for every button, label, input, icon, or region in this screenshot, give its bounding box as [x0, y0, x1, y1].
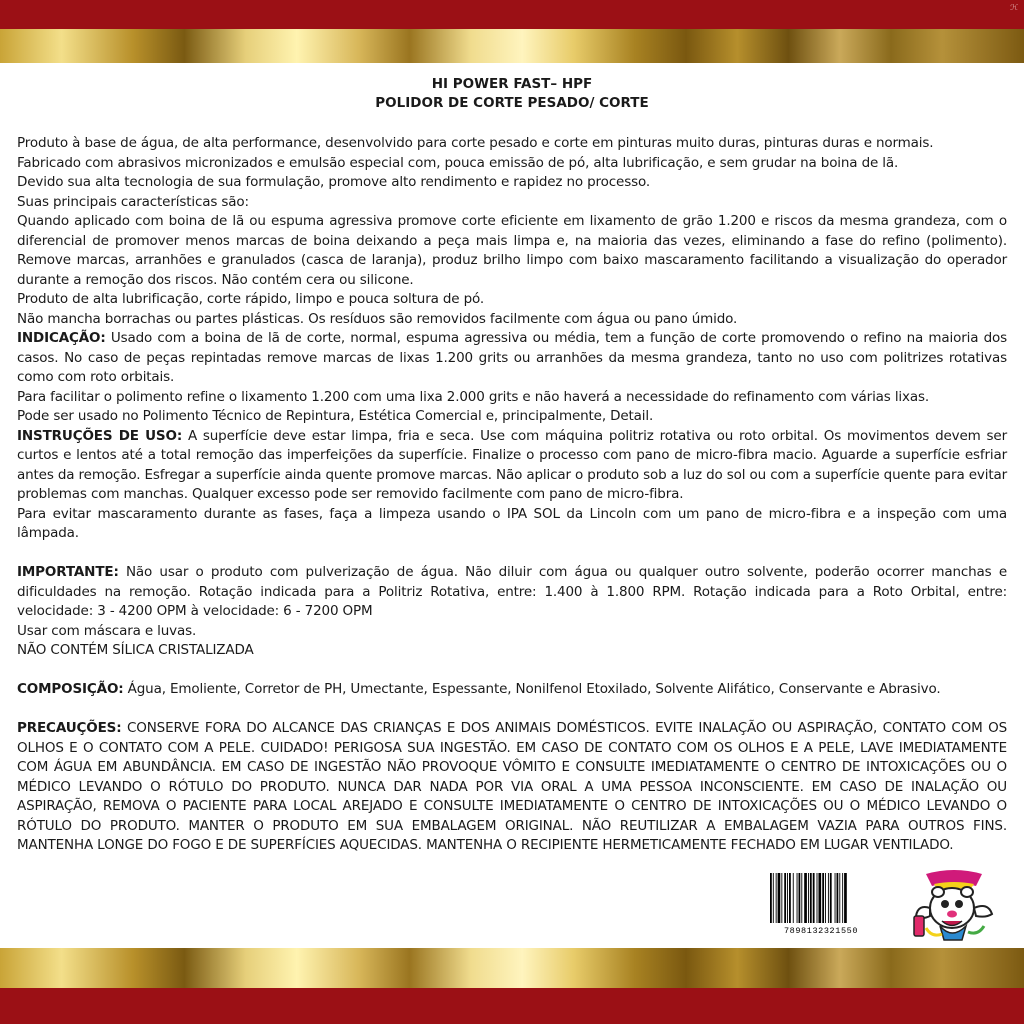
barcode-bar — [810, 873, 812, 923]
mascot-logo — [912, 868, 996, 942]
precaucoes-label: PRECAUÇÕES: — [17, 720, 122, 736]
paragraph-masking: Para evitar mascaramento durante as fases, faça a limpeza usando o IPA SOL da Lincoln com um pano de micro-fibra e a inspeção com uma lâmpada. — [17, 505, 1007, 541]
barcode-bar — [799, 873, 801, 923]
product-subtitle: POLIDOR DE CORTE PESADO/ CORTE — [375, 94, 649, 111]
barcode — [764, 871, 878, 935]
section-instrucoes — [17, 427, 1007, 505]
importante-text: Não usar o produto com pulverização de água. Não diluir com água ou qualquer outro solvente, poderão ocorrer manchas e dificuldades na remoção. Rotação indicada para a Politriz Rotativa, entre: 1.400 à 1.800 RPM. Rotação indicada para a Roto Orbital, entre: velocidade: 3 - 4200 OPM à velocidade: 6 - 7200 OPM — [17, 564, 1007, 619]
barcode-bar — [784, 873, 786, 923]
top-red-band — [0, 0, 1024, 29]
barcode-bar — [808, 873, 809, 923]
bottom-red-band — [0, 988, 1024, 1024]
section-composicao — [17, 680, 1007, 700]
paragraph-features-heading: Suas principais características são: — [17, 193, 249, 210]
barcode-bar — [773, 873, 774, 923]
precaucoes-text: CONSERVE FORA DO ALCANCE DAS CRIANÇAS E DOS ANIMAIS DOMÉSTICOS. EVITE INALAÇÃO OU ASPIRAÇÃO, CONTATO COM OS OLHOS E O CONTATO COM A PELE. CUIDADO! PERIGOSA SUA INGESTÃO. EM CASO DE CONTATO COM OS OLHOS E A PELE, LAVE IMEDIATAMENTE COM ÁGUA EM ABUNDÂNCIA. EM CASO DE INGESTÃO NÃO PROVOQUE VÔMITO E CONSULTE IMEDIATAMENTE O CENTRO DE INTOXICAÇÕES OU O MÉDICO LEVANDO O RÓTULO DO PRODUTO. NUNCA DAR NADA POR VIA ORAL A UMA PESSOA INCONSCIENTE. EM CASO DE INALAÇÃO OU ASPIRAÇÃO, REMOVA O PACIENTE PARA LOCAL AREJADO E CONSULTE IMEDIATAMENTE O CENTRO DE INTOXICAÇÕES OU O MÉDICO LEVANDO O RÓTULO DO PRODUTO. MANTER O PRODUTO EM SUA EMBALAGEM ORIGINAL. NÃO REUTILIZAR A EMBALAGEM VAZIA PARA OUTROS FINS. MANTENHA LONGE DO FOGO E DE SUPERFÍCIES AQUECIDAS. MANTENHA O RECIPIENTE HERMETICAMENTE FECHADO EM LUGAR VENTILADO. — [17, 720, 1007, 853]
barcode-number: 7898132321550 — [783, 926, 859, 935]
paragraph-refine: Para facilitar o polimento refine o lixamento 1.200 com uma lixa 2.000 grits e não haverá a necessidade do refinamento com várias lixas. — [17, 388, 930, 405]
product-sheet — [17, 75, 1007, 856]
barcode-bar — [825, 873, 826, 923]
indicacao-text: Usado com a boina de lã de corte, normal, espuma agressiva ou média, tem a função de corte promovendo o refino na maioria dos casos. No caso de peças repintadas remove marcas de lixas 1.200 grits ou arranhões da mesma grandeza, tanto no uso com politrizes rotativas como com roto orbitais. — [17, 330, 1007, 385]
barcode-bar — [770, 873, 772, 923]
barcode-bar — [797, 873, 798, 923]
section-precaucoes — [17, 719, 1007, 856]
product-title: HI POWER FAST– HPF — [431, 76, 593, 92]
barcode-bar — [793, 873, 794, 923]
importante-label: IMPORTANTE: — [17, 564, 119, 580]
barcode-bar — [830, 873, 832, 923]
paragraph-fabrication: Fabricado com abrasivos micronizados e emulsão especial com, pouca emissão de pó, alta lubrificação, e sem grudar na boina de lã. — [17, 154, 899, 171]
barcode-bar — [844, 873, 847, 923]
barcode-bar — [804, 873, 807, 923]
section-importante — [17, 563, 1007, 622]
indicacao-label: INDICAÇÃO: — [17, 330, 106, 346]
instrucoes-label: INSTRUÇÕES DE USO: — [17, 427, 183, 444]
barcode-bar — [837, 873, 839, 923]
barcode-bar — [781, 873, 782, 923]
barcode-bar — [842, 873, 843, 923]
barcode-bar — [828, 873, 829, 923]
corner-mark: ℋ — [1010, 3, 1018, 12]
barcode-bar — [789, 873, 791, 923]
paragraph-no-silica: NÃO CONTÉM SÍLICA CRISTALIZADA — [17, 642, 254, 658]
paragraph-lubrication: Produto de alta lubrificação, corte rápido, limpo e pouca soltura de pó. — [17, 291, 485, 307]
barcode-bar — [839, 873, 840, 923]
barcode-bar — [778, 873, 781, 923]
instrucoes-text: A superfície deve estar limpa, fria e seca. Use com máquina politriz rotativa ou roto orbital. Os movimentos devem ser curtos e lentos até a total remoção das imperfeições da superfície. Finalize o processo com pano de micro-fibra macio. Aguarde a superfície esfriar antes da remoção. Esfregar a superfície ainda quente promove marcas. Não aplicar o produto sob a luz do sol ou com a superfície quente para evitar problemas com manchas. Qualquer excesso pode ser removido facilmente com pano de micro-fibra. — [17, 427, 1007, 502]
paragraph-no-stain: Não mancha borrachas ou partes plásticas. Os resíduos são removidos facilmente com água ou pano úmido. — [17, 310, 738, 327]
paragraph-application: Quando aplicado com boina de lã ou espuma agressiva promove corte eficiente em lixamento de grão 1.200 e riscos da mesma grandeza, com o diferencial de promover menos marcas de boina deixando a peça mais limpa e, na maioria das vezes, eliminando a fase do refino (polimento). Remove marcas, arranhões e granulados (casca de laranja), produz brilho limpo com baixo mascaramento facilitando a visualização do operador durante a remoção dos riscos. Não contém cera ou silicone. — [17, 213, 1007, 288]
composicao-text: Água, Emoliente, Corretor de PH, Umectante, Espessante, Nonilfenol Etoxilado, Solvente Alifático, Conservante e Abrasivo. — [123, 681, 941, 697]
paragraph-description: Produto à base de água, de alta performance, desenvolvido para corte pesado e corte em pinturas muito duras, pinturas duras e normais. — [17, 135, 934, 151]
composicao-label: COMPOSIÇÃO: — [17, 681, 124, 697]
barcode-bar — [822, 873, 824, 923]
barcode-bar — [787, 873, 788, 923]
section-indicacao — [17, 329, 1007, 388]
paragraph-technology: Devido sua alta tecnologia de sua formulação, promove alto rendimento e rapidez no processo. — [17, 174, 650, 190]
barcode-bar — [835, 873, 836, 923]
barcode-bar — [801, 873, 802, 923]
paragraph-protection: Usar com máscara e luvas. — [17, 622, 197, 639]
top-gold-band — [0, 29, 1024, 63]
paragraph-usage-areas: Pode ser usado no Polimento Técnico de Repintura, Estética Comercial e, principalmente, Detail. — [17, 408, 654, 424]
barcode-bar — [817, 873, 818, 923]
barcode-bar — [818, 873, 821, 923]
barcode-bar — [813, 873, 815, 923]
barcode-bar — [776, 873, 777, 923]
bottom-gold-band — [0, 948, 1024, 988]
